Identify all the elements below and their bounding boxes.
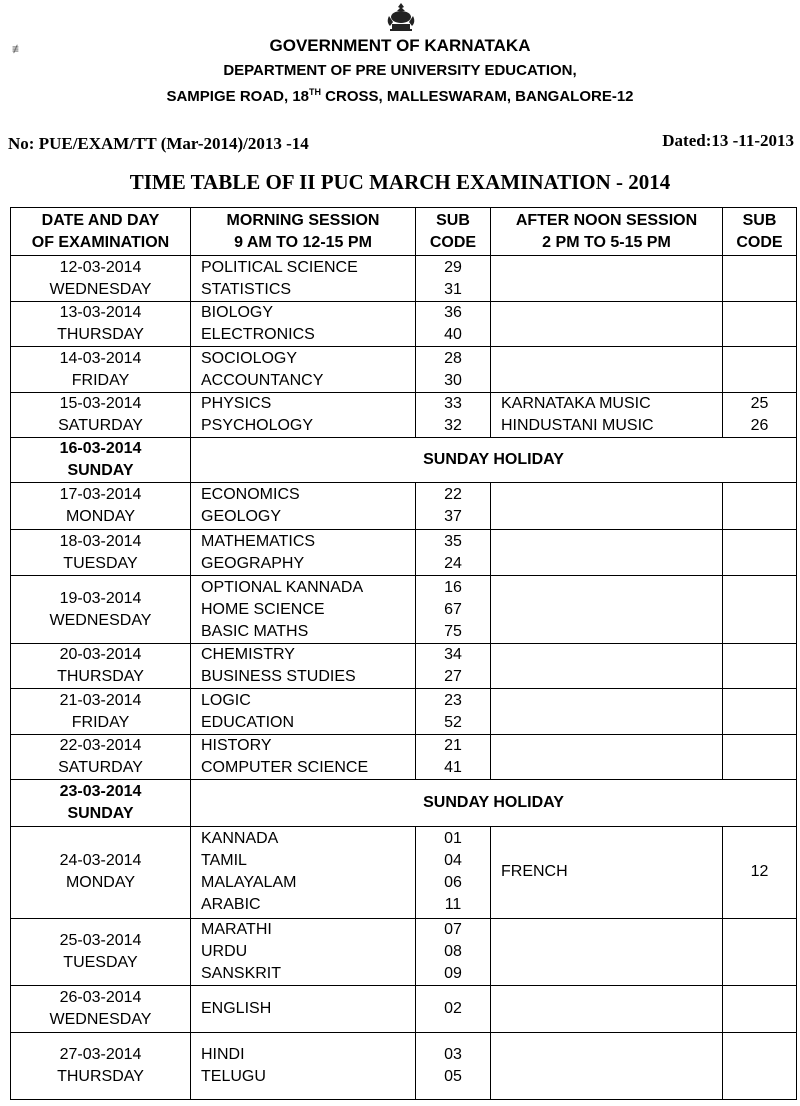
morning-codes-cell [416,986,491,1032]
morning-subjects-cell [191,530,416,576]
subject-code: 33 [444,394,462,412]
afternoon-subjects-cell [491,688,723,734]
morning-codes-cell [416,576,491,643]
subject-code: 05 [444,1067,462,1085]
exam-row [11,1032,797,1099]
date-cell [11,735,191,780]
exam-date: 14-03-2014 [59,349,142,367]
subject-name: POLITICAL SCIENCE [201,258,358,276]
exam-day: SUNDAY [67,461,134,479]
subject-name: SOCIOLOGY [201,349,298,367]
date-cell [11,986,191,1032]
subject-code: 34 [444,645,462,663]
subject-code: 06 [444,874,462,892]
date-cell [11,302,191,347]
subject-name: HINDUSTANI MUSIC [501,416,654,434]
subject-code: 11 [444,896,462,914]
subject-name: MATHEMATICS [201,532,316,550]
exam-date: 27-03-2014 [59,1045,142,1063]
subject-name: MALAYALAM [201,874,297,892]
holiday-row [11,437,797,482]
afternoon-codes-cell [723,256,797,302]
exam-day: TUESDAY [63,554,138,572]
subject-name: KARNATAKA MUSIC [501,394,651,412]
subject-name: STATISTICS [201,280,292,298]
subject-code: 40 [444,326,462,344]
afternoon-codes-cell [723,483,797,530]
scan-mark: ≢ [12,42,24,56]
exam-date: 25-03-2014 [59,932,142,950]
subject-name: ENGLISH [201,999,272,1017]
subject-name: HINDI [201,1045,245,1063]
morning-subjects-cell [191,392,416,437]
exam-row [11,826,797,918]
exam-date: 20-03-2014 [59,645,142,663]
subject-name: KANNADA [201,830,279,848]
subject-name: TAMIL [201,852,247,870]
subject-code: 23 [444,691,462,709]
col-subcode-header: SUB CODE [416,208,491,256]
exam-date: 15-03-2014 [59,394,142,412]
exam-day: MONDAY [65,508,136,526]
subject-code: 41 [444,759,462,777]
exam-row [11,986,797,1032]
holiday-cell [191,780,797,826]
afternoon-codes-cell [723,643,797,688]
morning-subjects-cell [191,919,416,986]
subject-code: 52 [444,713,462,731]
holiday-cell [191,437,797,482]
subject-code: 22 [444,486,462,504]
subject-name: SANSKRIT [201,965,282,983]
subject-code: 30 [444,371,462,389]
exam-row [11,347,797,392]
exam-day: FRIDAY [71,713,130,731]
subject-name: PHYSICS [201,394,272,412]
exam-date: 23-03-2014 [59,783,142,801]
date-cell [11,826,191,918]
header-address: SAMPIGE ROAD, 18TH CROSS, MALLESWARAM, BANGALORE-12 [166,87,634,105]
exam-row [11,392,797,437]
subject-code: 75 [444,622,462,640]
subject-code: 31 [444,280,462,298]
morning-codes-cell [416,735,491,780]
exam-day: THURSDAY [57,326,144,344]
header-government: GOVERNMENT OF KARNATAKA [269,36,531,55]
header-department: DEPARTMENT OF PRE UNIVERSITY EDUCATION, [223,62,577,79]
morning-codes-cell [416,347,491,392]
holiday-row [11,780,797,826]
exam-day: THURSDAY [57,1067,144,1085]
subject-name: HOME SCIENCE [201,600,325,618]
exam-day: WEDNESDAY [49,611,152,629]
subject-name: TELUGU [201,1067,266,1085]
afternoon-codes-cell [723,1032,797,1099]
afternoon-subjects-cell [491,302,723,347]
karnataka-emblem-icon [384,2,418,32]
morning-subjects-cell [191,735,416,780]
subject-name: ELECTRONICS [201,326,315,344]
date-cell [11,437,191,482]
morning-codes-cell [416,919,491,986]
subject-code: 36 [444,304,462,322]
exam-date: 26-03-2014 [59,988,142,1006]
col-subcode2-header: SUB CODE [723,208,797,256]
morning-codes-cell [416,688,491,734]
afternoon-subjects-cell [491,530,723,576]
morning-codes-cell [416,1032,491,1099]
afternoon-codes-cell [723,826,797,918]
subject-code: 32 [444,416,462,434]
exam-row [11,735,797,780]
exam-row [11,530,797,576]
subject-name: EDUCATION [201,713,295,731]
exam-row [11,919,797,986]
exam-date: 21-03-2014 [59,691,142,709]
morning-subjects-cell [191,688,416,734]
subject-code: 24 [444,554,462,572]
morning-codes-cell [416,643,491,688]
morning-subjects-cell [191,256,416,302]
afternoon-codes-cell [723,392,797,437]
subject-name: OPTIONAL KANNADA [201,578,364,596]
date-cell [11,530,191,576]
exam-date: 16-03-2014 [59,439,142,457]
date-cell [11,576,191,643]
reference-number: No: PUE/EXAM/TT (Mar-2014)/2013 -14 [8,134,309,153]
date-cell [11,347,191,392]
afternoon-subjects-cell [491,735,723,780]
date-cell [11,688,191,734]
exam-row [11,483,797,530]
subject-name: COMPUTER SCIENCE [201,759,369,777]
exam-date: 22-03-2014 [59,737,142,755]
afternoon-codes-cell [723,919,797,986]
subject-code: 67 [444,600,462,618]
date-cell [11,392,191,437]
afternoon-subjects-cell [491,1032,723,1099]
exam-day: SATURDAY [58,759,143,777]
exam-row [11,576,797,643]
morning-subjects-cell [191,576,416,643]
subject-name: HISTORY [201,737,272,755]
timetable [10,207,797,1100]
afternoon-codes-cell [723,986,797,1032]
exam-date: 18-03-2014 [59,532,142,550]
subject-code: 07 [444,921,462,939]
exam-date: 17-03-2014 [59,486,142,504]
afternoon-subjects-cell [491,919,723,986]
subject-code: 29 [444,258,462,276]
afternoon-subjects-cell [491,483,723,530]
exam-date: 19-03-2014 [59,589,142,607]
subject-code: 21 [444,737,462,755]
table-header-row [11,208,797,256]
subject-name: GEOLOGY [201,508,282,526]
issue-date: Dated:13 -11-2013 [662,131,794,150]
col-morning-header: MORNING SESSION 9 AM TO 12-15 PM [191,208,416,256]
subject-code: 26 [750,416,769,434]
exam-day: SATURDAY [58,416,143,434]
subject-code: 03 [444,1045,462,1063]
exam-day: MONDAY [65,874,136,892]
subject-code: 28 [444,349,462,367]
exam-row [11,302,797,347]
subject-code: 27 [444,667,462,685]
morning-codes-cell [416,826,491,918]
morning-subjects-cell [191,1032,416,1099]
date-cell [11,483,191,530]
exam-day: FRIDAY [71,371,130,389]
afternoon-subjects-cell [491,256,723,302]
subject-code: 02 [444,999,462,1017]
afternoon-codes-cell [723,688,797,734]
exam-row [11,256,797,302]
subject-name: BUSINESS STUDIES [201,667,356,685]
subject-code: 37 [444,508,462,526]
morning-subjects-cell [191,986,416,1032]
afternoon-codes-cell [723,576,797,643]
exam-date: 24-03-2014 [59,852,142,870]
morning-codes-cell [416,392,491,437]
afternoon-subjects-cell [491,576,723,643]
subject-name: URDU [201,943,248,961]
afternoon-subjects-cell [491,986,723,1032]
exam-day: THURSDAY [57,667,144,685]
exam-day: WEDNESDAY [49,1010,152,1028]
col-date-header: DATE AND DAY OF EXAMINATION [11,208,191,256]
afternoon-subjects-cell [491,826,723,918]
subject-code: 35 [444,532,462,550]
exam-day: WEDNESDAY [49,280,152,298]
holiday-label: SUNDAY HOLIDAY [423,450,564,468]
subject-name: LOGIC [201,691,251,709]
date-cell [11,643,191,688]
exam-row [11,688,797,734]
subject-name: BASIC MATHS [201,622,309,640]
date-cell [11,1032,191,1099]
morning-subjects-cell [191,826,416,918]
morning-codes-cell [416,302,491,347]
subject-name: PSYCHOLOGY [201,416,314,434]
subject-name: ECONOMICS [201,486,300,504]
date-cell [11,780,191,826]
holiday-label: SUNDAY HOLIDAY [423,794,564,812]
subject-code: 04 [444,852,462,870]
subject-name: FRENCH [501,863,568,881]
afternoon-codes-cell [723,347,797,392]
afternoon-subjects-cell [491,643,723,688]
exam-date: 13-03-2014 [59,304,142,322]
exam-date: 12-03-2014 [59,258,142,276]
afternoon-codes-cell [723,530,797,576]
afternoon-subjects-cell [491,392,723,437]
date-cell [11,919,191,986]
subject-name: MARATHI [201,921,272,939]
subject-name: CHEMISTRY [201,645,295,663]
date-cell [11,256,191,302]
subject-code: 08 [444,943,462,961]
col-afternoon-header: AFTER NOON SESSION 2 PM TO 5-15 PM [491,208,723,256]
exam-day: SUNDAY [67,805,134,823]
morning-subjects-cell [191,302,416,347]
morning-subjects-cell [191,347,416,392]
subject-name: ARABIC [201,896,261,914]
exam-row [11,643,797,688]
subject-name: GEOGRAPHY [201,554,305,572]
subject-code: 12 [750,863,769,881]
afternoon-codes-cell [723,735,797,780]
morning-codes-cell [416,256,491,302]
morning-subjects-cell [191,643,416,688]
subject-name: BIOLOGY [201,304,274,322]
subject-code: 16 [444,578,462,596]
afternoon-codes-cell [723,302,797,347]
subject-code: 25 [750,394,769,412]
subject-code: 09 [444,965,462,983]
afternoon-subjects-cell [491,347,723,392]
exam-day: TUESDAY [63,954,138,972]
document-title: TIME TABLE OF II PUC MARCH EXAMINATION - 2014 [129,170,671,194]
subject-code: 01 [444,830,462,848]
morning-codes-cell [416,530,491,576]
morning-subjects-cell [191,483,416,530]
subject-name: ACCOUNTANCY [201,371,324,389]
morning-codes-cell [416,483,491,530]
